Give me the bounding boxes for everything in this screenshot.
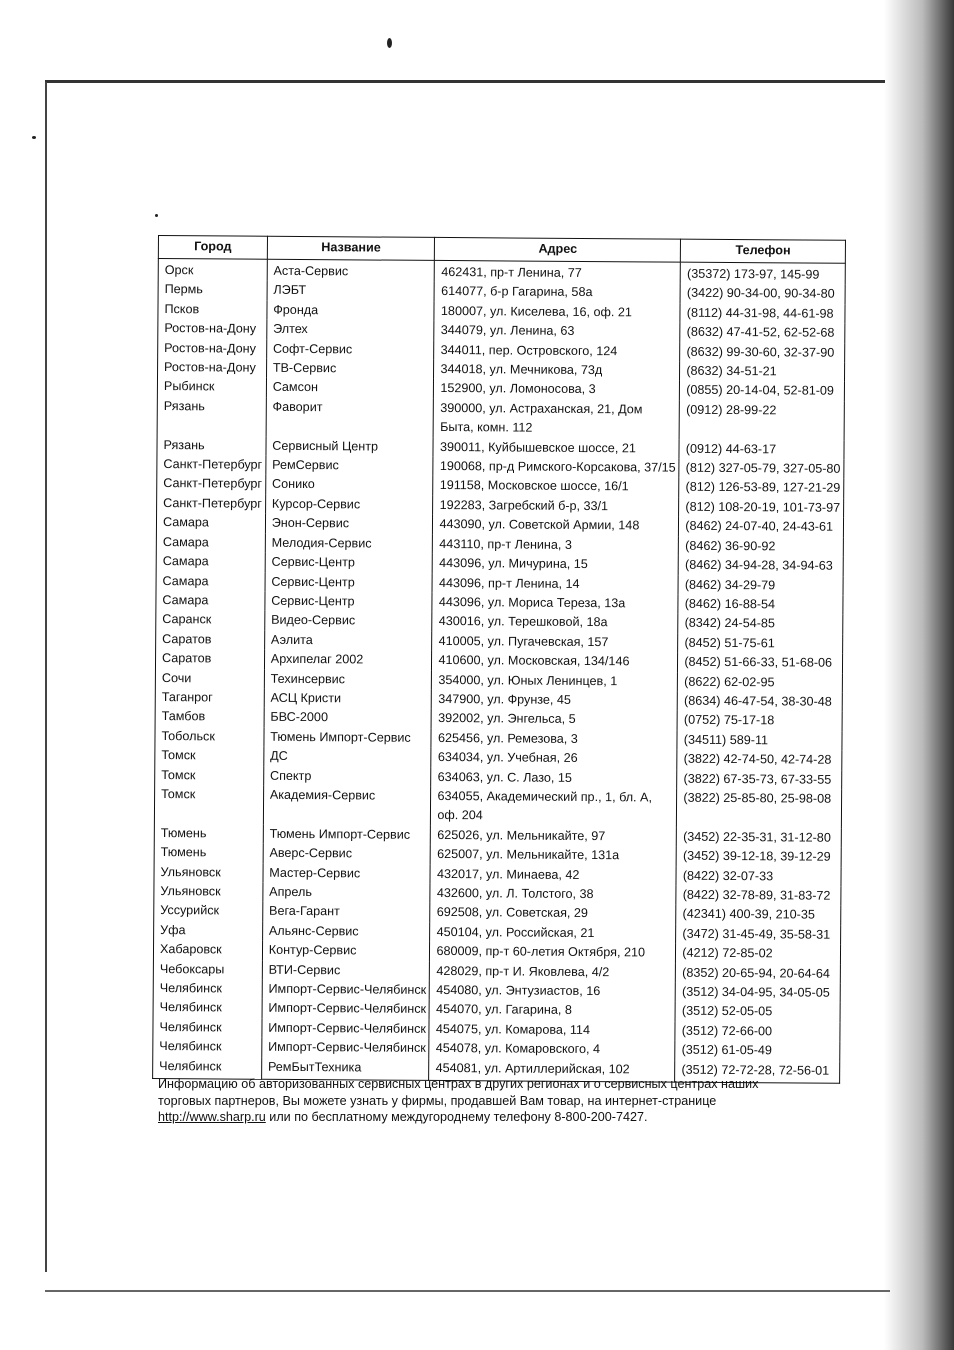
cell-address: 450104, ул. Российская, 21	[430, 923, 676, 944]
cell-address: 443096, ул. Мичурина, 15	[433, 554, 679, 575]
cell-city: Санкт-Петербург	[157, 455, 266, 475]
cell-phone: (8632) 99-30-60, 32-37-90	[680, 342, 845, 363]
cell-phone: (812) 126-53-89, 127-21-29	[679, 478, 844, 499]
cell-name: Сонико	[265, 475, 433, 496]
cell-phone: (3822) 25-85-80, 25-98-08	[677, 789, 842, 829]
cell-phone: (3822) 67-35-73, 67-33-55	[677, 769, 842, 790]
cell-name: АСЦ Кристи	[264, 689, 432, 710]
cell-phone: (4212) 72-85-02	[676, 944, 841, 965]
cell-name: Сервис-Центр	[265, 553, 433, 574]
cell-city: Санкт-Петербург	[157, 474, 266, 494]
cell-phone: (8112) 44-31-98, 44-61-98	[680, 303, 845, 324]
cell-address: 454070, ул. Гагарина, 8	[430, 1000, 676, 1021]
cell-city: Чебоксары	[153, 960, 262, 980]
cell-address: 634034, ул. Учебная, 26	[431, 748, 677, 769]
cell-name: Тюмень Импорт-Сервис	[264, 728, 432, 749]
cell-city: Самара	[156, 533, 265, 553]
cell-city: Челябинск	[153, 1057, 262, 1080]
cell-name: Аверс-Сервис	[263, 844, 431, 865]
cell-name: Сервис-Центр	[265, 592, 433, 613]
scan-speck	[155, 214, 158, 217]
cell-phone: (35372) 173-97, 145-99	[680, 262, 845, 285]
cell-phone: (42341) 400-39, 210-35	[676, 905, 841, 926]
scan-edge-bottom	[45, 1290, 890, 1292]
cell-address: 192283, Загребский б-р, 33/1	[433, 496, 679, 517]
cell-phone: (0855) 20-14-04, 52-81-09	[680, 381, 845, 402]
cell-city: Челябинск	[153, 979, 262, 999]
cell-city: Саратов	[156, 630, 265, 650]
cell-city: Пермь	[158, 280, 267, 300]
cell-city: Челябинск	[153, 998, 262, 1018]
cell-address: 625026, ул. Мельникайте, 97	[431, 826, 677, 847]
cell-name: Энон-Сервис	[265, 514, 433, 535]
cell-name: РемСервис	[266, 456, 434, 477]
scan-shadow-right	[884, 0, 954, 1350]
cell-phone: (8422) 32-78-89, 31-83-72	[676, 886, 841, 907]
cell-name: Тюмень Импорт-Сервис	[263, 825, 431, 846]
cell-address: 344011, пер. Островского, 124	[434, 341, 680, 362]
cell-address: 454080, ул. Энтузиастов, 16	[430, 981, 676, 1002]
cell-name: ТВ-Сервис	[266, 359, 434, 380]
cell-city: Псков	[158, 300, 267, 320]
cell-city: Рязань	[157, 436, 266, 456]
cell-name: Импорт-Сервис-Челябинск	[262, 1038, 430, 1059]
cell-city: Уссурийск	[154, 901, 263, 921]
cell-city: Томск	[154, 785, 263, 825]
cell-name: ДС	[264, 747, 432, 768]
cell-address: 410005, ул. Пугачевская, 157	[432, 632, 678, 653]
cell-address: 344018, ул. Мечникова, 73д	[434, 360, 680, 381]
service-centers-table	[152, 235, 846, 1084]
header-address: Адрес	[435, 237, 681, 262]
cell-name: Спектр	[263, 766, 431, 787]
cell-name: Фронда	[267, 301, 435, 322]
cell-address: 634063, ул. С. Лазо, 15	[431, 767, 677, 788]
cell-phone: (3512) 72-72-28, 72-56-01	[675, 1060, 840, 1083]
cell-name: Аэлита	[264, 630, 432, 651]
cell-address: 443096, ул. Мориса Тереза, 13а	[432, 593, 678, 614]
cell-phone: (0912) 44-63-17	[679, 439, 844, 460]
cell-name: Сервисный Центр	[266, 436, 434, 457]
cell-city: Тамбов	[155, 707, 264, 727]
cell-name: Софт-Сервис	[266, 339, 434, 360]
cell-phone: (812) 327-05-79, 327-05-80	[679, 459, 844, 480]
cell-name: Элтех	[267, 320, 435, 341]
cell-phone: (8634) 46-47-54, 38-30-48	[678, 692, 843, 713]
cell-city: Рыбинск	[157, 377, 266, 397]
cell-address: 392002, ул. Энгельса, 5	[432, 709, 678, 730]
cell-phone: (0752) 75-17-18	[677, 711, 842, 732]
cell-phone: (34511) 589-11	[677, 730, 842, 751]
cell-name: РемБытТехника	[261, 1057, 429, 1080]
cell-name: БВС-2000	[264, 708, 432, 729]
cell-city: Саратов	[155, 649, 264, 669]
cell-city: Тюмень	[154, 824, 263, 844]
cell-phone: (8422) 32-07-33	[676, 866, 841, 887]
cell-address: 454081, ул. Артиллерийская, 102	[429, 1059, 675, 1083]
cell-city: Орск	[158, 259, 267, 282]
cell-city: Ростов-на-Дону	[158, 358, 267, 378]
cell-name: Аста-Сервис	[267, 259, 435, 282]
footer-note	[158, 1076, 788, 1126]
cell-address: 354000, ул. Юных Ленинцев, 1	[432, 670, 678, 691]
cell-address: 180007, ул. Киселева, 16, оф. 21	[434, 302, 680, 323]
cell-address: 625007, ул. Мельникайте, 131а	[431, 845, 677, 866]
cell-address: 432017, ул. Минаева, 42	[430, 865, 676, 886]
cell-city: Хабаровск	[153, 940, 262, 960]
cell-city: Самара	[156, 552, 265, 572]
cell-phone: (8452) 51-66-33, 51-68-06	[678, 653, 843, 674]
cell-address: 614077, б-р Гагарина, 58а	[435, 282, 681, 303]
cell-city: Ростов-на-Дону	[158, 319, 267, 339]
cell-name: Вега-Гарант	[262, 902, 430, 923]
cell-phone: (3452) 39-12-18, 39-12-29	[676, 847, 841, 868]
cell-phone: (8632) 47-41-52, 62-52-68	[680, 323, 845, 344]
cell-name: Альянс-Сервис	[262, 922, 430, 943]
cell-address: 390000, ул. Астраханская, 21, Дом Быта, комн. 112	[434, 399, 680, 440]
cell-city: Челябинск	[153, 1018, 262, 1038]
cell-name: Техинсервис	[264, 669, 432, 690]
cell-phone: (3512) 72-66-00	[675, 1021, 840, 1042]
table-row	[154, 785, 841, 829]
cell-name: Фаворит	[266, 398, 434, 438]
cell-city: Самара	[156, 571, 265, 591]
cell-city: Санкт-Петербург	[157, 494, 266, 514]
cell-city: Рязань	[157, 397, 266, 437]
cell-phone: (3422) 90-34-00, 90-34-80	[680, 284, 845, 305]
cell-city: Тобольск	[155, 727, 264, 747]
cell-name: Апрель	[263, 883, 431, 904]
cell-name: Самсон	[266, 378, 434, 399]
cell-name: Курсор-Сервис	[265, 495, 433, 516]
cell-address: 191158, Московское шоссе, 16/1	[433, 476, 679, 497]
cell-name: ВТИ-Сервис	[262, 960, 430, 981]
cell-name: Видео-Сервис	[265, 611, 433, 632]
cell-address: 390011, Куйбышевское шоссе, 21	[433, 438, 679, 459]
cell-name: Архипелаг 2002	[264, 650, 432, 671]
cell-phone: (0912) 28-99-22	[679, 400, 844, 440]
footer-text-after: или по бесплатному междугороднему телефону 8-800-200-7427.	[265, 1110, 648, 1124]
cell-city: Сочи	[155, 669, 264, 689]
cell-address: 190068, пр-д Римского-Корсакова, 37/15	[433, 457, 679, 478]
cell-address: 347900, ул. Фрунзе, 45	[432, 690, 678, 711]
cell-phone: (8622) 62-02-95	[678, 672, 843, 693]
cell-phone: (8462) 36-90-92	[679, 536, 844, 557]
cell-city: Ульяновск	[154, 863, 263, 883]
cell-address: 634055, Академический пр., 1, бл. А, оф. 204	[431, 787, 677, 828]
cell-address: 432600, ул. Л. Толстого, 38	[430, 884, 676, 905]
cell-phone: (3472) 31-45-49, 35-58-31	[676, 924, 841, 945]
cell-address: 462431, пр-т Ленина, 77	[435, 260, 681, 284]
cell-phone: (8352) 20-65-94, 20-64-64	[676, 963, 841, 984]
cell-city: Ростов-на-Дону	[158, 339, 267, 359]
cell-address: 454078, ул. Комаровского, 4	[429, 1039, 675, 1060]
sharp-website-link[interactable]: http://www.sharp.ru	[158, 1110, 266, 1124]
header-name: Название	[267, 236, 435, 260]
cell-phone: (8462) 34-29-79	[678, 575, 843, 596]
cell-city: Тюмень	[154, 843, 263, 863]
cell-phone: (8462) 16-88-54	[678, 595, 843, 616]
cell-address: 692508, ул. Советская, 29	[430, 903, 676, 924]
cell-city: Самара	[156, 513, 265, 533]
cell-phone: (8462) 34-94-28, 34-94-63	[678, 556, 843, 577]
table-row	[157, 397, 844, 441]
scan-edge-left	[45, 82, 47, 1272]
cell-name: Импорт-Сервис-Челябинск	[262, 980, 430, 1001]
scan-speck	[387, 38, 392, 48]
cell-phone: (8462) 24-07-40, 24-43-61	[679, 517, 844, 538]
cell-city: Челябинск	[153, 1037, 262, 1057]
table-body	[153, 259, 846, 1084]
cell-name: Контур-Сервис	[262, 941, 430, 962]
header-phone: Телефон	[681, 239, 846, 263]
cell-city: Самара	[156, 591, 265, 611]
cell-name: Импорт-Сервис-Челябинск	[262, 1019, 430, 1040]
cell-address: 443096, пр-т Ленина, 14	[432, 573, 678, 594]
cell-address: 443110, пр-т Ленина, 3	[433, 535, 679, 556]
cell-address: 443090, ул. Советской Армии, 148	[433, 515, 679, 536]
cell-phone: (3822) 42-74-50, 42-74-28	[677, 750, 842, 771]
cell-name: Мастер-Сервис	[263, 863, 431, 884]
cell-phone: (3512) 61-05-49	[675, 1041, 840, 1062]
cell-city: Томск	[155, 766, 264, 786]
cell-address: 410600, ул. Московская, 134/146	[432, 651, 678, 672]
cell-phone: (8452) 51-75-61	[678, 633, 843, 654]
cell-phone: (8632) 34-51-21	[680, 362, 845, 383]
cell-name: ЛЭБТ	[267, 281, 435, 302]
footer-text-before: Информацию об авторизованных сервисных центрах в других регионах и о сервисных центрах наших торговых партнеров, Вы можете узнать у фирмы, продавшей Вам товар, на интернет-странице	[158, 1077, 759, 1108]
scan-speck	[32, 136, 36, 139]
cell-city: Таганрог	[155, 688, 264, 708]
scan-edge-top	[45, 80, 885, 83]
cell-phone: (3512) 34-04-95, 34-05-05	[675, 983, 840, 1004]
cell-address: 430016, ул. Терешковой, 18а	[432, 612, 678, 633]
header-city: Город	[158, 236, 267, 260]
cell-phone: (812) 108-20-19, 101-73-97	[679, 498, 844, 519]
cell-city: Томск	[155, 746, 264, 766]
cell-name: Академия-Сервис	[263, 786, 431, 826]
cell-address: 454075, ул. Комарова, 114	[429, 1020, 675, 1041]
cell-name: Импорт-Сервис-Челябинск	[262, 999, 430, 1020]
cell-address: 152900, ул. Ломоносова, 3	[434, 379, 680, 400]
cell-city: Ульяновск	[154, 882, 263, 902]
cell-city: Уфа	[154, 921, 263, 941]
cell-address: 625456, ул. Ремезова, 3	[431, 729, 677, 750]
cell-city: Саранск	[156, 610, 265, 630]
cell-phone: (8342) 24-54-85	[678, 614, 843, 635]
cell-address: 344079, ул. Ленина, 63	[434, 321, 680, 342]
cell-phone: (3512) 52-05-05	[675, 1002, 840, 1023]
cell-name: Мелодия-Сервис	[265, 533, 433, 554]
cell-name: Сервис-Центр	[265, 572, 433, 593]
cell-address: 680009, пр-т 60-летия Октября, 210	[430, 942, 676, 963]
cell-phone: (3452) 22-35-31, 31-12-80	[677, 827, 842, 848]
cell-address: 428029, пр-т И. Яковлева, 4/2	[430, 962, 676, 983]
